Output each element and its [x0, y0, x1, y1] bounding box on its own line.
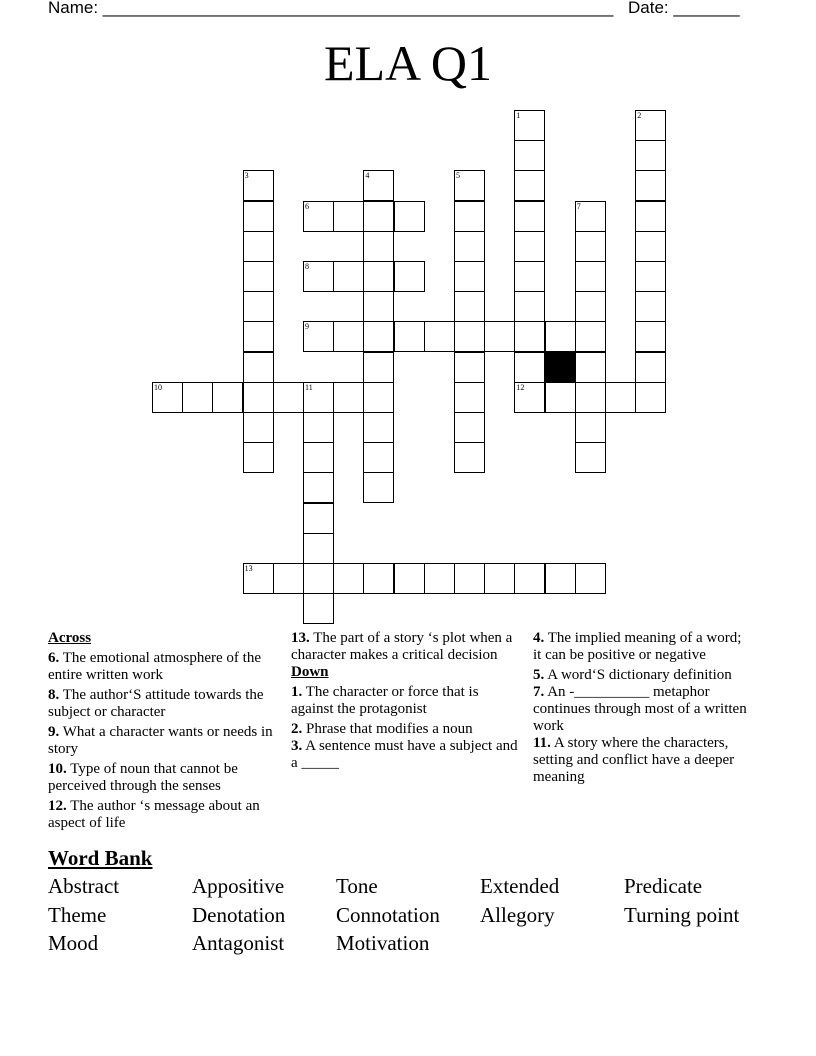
- crossword-cell[interactable]: [333, 201, 364, 232]
- clue-number: 12: [516, 382, 525, 392]
- word-bank-word: Allegory: [480, 903, 555, 927]
- crossword-cell[interactable]: [363, 321, 394, 352]
- crossword-cell[interactable]: [635, 201, 666, 232]
- crossword-cell[interactable]: [454, 442, 485, 473]
- crossword-cell[interactable]: [514, 261, 545, 292]
- word-bank-word: Appositive: [192, 874, 285, 898]
- clue-down-7: 7. An -__________ metaphor continues through most of a written work: [533, 684, 747, 734]
- clues-column-3: [533, 630, 748, 789]
- word-bank-word: Connotation: [336, 903, 440, 927]
- crossword-cell[interactable]: [394, 201, 425, 232]
- crossword-cell[interactable]: [243, 442, 274, 473]
- clue-number: 10: [154, 382, 162, 392]
- word-bank-word: Predicate: [624, 874, 703, 898]
- clue-number: 1: [516, 111, 521, 120]
- crossword-cell[interactable]: [635, 352, 666, 383]
- clue-across-12: 12. The author ‘s message about an aspect of life: [48, 798, 260, 831]
- clue-across-13: 13. The part of a story ‘s plot when a character makes a critical decision: [291, 630, 513, 663]
- clue-down-2: 2. Phrase that modifies a noun: [291, 721, 473, 737]
- crossword-cell[interactable]: [243, 291, 274, 322]
- crossword-cell[interactable]: [243, 231, 274, 262]
- crossword-cell[interactable]: [152, 382, 183, 413]
- word-bank-word: Tone: [336, 874, 378, 898]
- crossword-cell[interactable]: [243, 382, 274, 413]
- crossword-cell[interactable]: [394, 321, 425, 352]
- clue-number: 11: [305, 382, 313, 392]
- crossword-cell[interactable]: [635, 321, 666, 352]
- crossword-cell[interactable]: [303, 593, 334, 624]
- crossword-cell[interactable]: [514, 291, 545, 322]
- clue-number: 3: [244, 171, 249, 181]
- crossword-cell[interactable]: [514, 382, 545, 413]
- clue-down-11: 11. A story where the characters, setting and conflict have a deeper meaning: [533, 735, 735, 785]
- crossword-cell[interactable]: [514, 140, 545, 171]
- crossword-cell[interactable]: [303, 533, 334, 564]
- crossword-cell[interactable]: [212, 382, 243, 413]
- clue-down-5: 5. A word‘S dictionary definition: [533, 667, 732, 683]
- crossword-cell[interactable]: [575, 201, 606, 232]
- crossword-cell[interactable]: [303, 472, 334, 503]
- crossword-cell[interactable]: [635, 110, 666, 141]
- word-bank-word: Theme: [48, 903, 107, 927]
- crossword-cell[interactable]: [635, 261, 666, 292]
- clue-across-6: 6. The emotional atmosphere of the entire written work: [48, 650, 262, 683]
- down-heading: Down: [291, 664, 329, 680]
- crossword-cell[interactable]: [575, 291, 606, 322]
- crossword-cell[interactable]: [484, 321, 515, 352]
- crossword-cell[interactable]: [454, 382, 485, 413]
- crossword-cell[interactable]: [454, 563, 485, 594]
- crossword-cell[interactable]: [243, 321, 274, 352]
- crossword-cell[interactable]: [454, 412, 485, 443]
- crossword-cell[interactable]: [333, 261, 364, 292]
- clue-across-8: 8. The author‘S attitude towards the subject or character: [48, 687, 264, 720]
- crossword-cell[interactable]: [363, 382, 394, 413]
- crossword-cell[interactable]: [243, 563, 274, 594]
- word-bank-word: Mood: [48, 931, 99, 955]
- crossword-cell[interactable]: [303, 382, 334, 413]
- crossword-cell[interactable]: [484, 563, 515, 594]
- crossword-cell[interactable]: [575, 382, 606, 413]
- crossword-cell[interactable]: [635, 382, 666, 413]
- clue-down-1: 1. The character or force that is against the protagonist: [291, 684, 479, 717]
- clue-across-10: 10. Type of noun that cannot be perceived through the senses: [48, 761, 238, 794]
- crossword-cell[interactable]: [273, 382, 304, 413]
- clue-number: 4: [365, 171, 370, 181]
- word-bank-word: Motivation: [336, 931, 430, 955]
- clue-down-4: 4. The implied meaning of a word; it can be positive or negative: [533, 630, 742, 663]
- crossword-cell[interactable]: [454, 201, 485, 232]
- crossword-cell[interactable]: [545, 321, 576, 352]
- word-bank-title: Word Bank: [48, 846, 153, 870]
- crossword-cell[interactable]: [575, 261, 606, 292]
- crossword-cell[interactable]: [363, 472, 394, 503]
- crossword-cell[interactable]: [514, 352, 545, 383]
- crossword-cell[interactable]: [514, 110, 545, 141]
- crossword-cell[interactable]: [363, 352, 394, 383]
- crossword-cell[interactable]: [635, 291, 666, 322]
- across-heading: Across: [48, 630, 92, 646]
- crossword-cell[interactable]: [363, 261, 394, 292]
- crossword-cell[interactable]: [303, 412, 334, 443]
- crossword-cell[interactable]: [454, 352, 485, 383]
- clue-number: 2: [637, 111, 642, 120]
- clue-across-9: 9. What a character wants or needs in story: [48, 724, 273, 757]
- crossword-cell[interactable]: [243, 170, 274, 201]
- crossword-cell[interactable]: [605, 382, 636, 413]
- crossword-cell[interactable]: [454, 291, 485, 322]
- crossword-cell[interactable]: [243, 201, 274, 232]
- crossword-cell[interactable]: [363, 291, 394, 322]
- crossword-cell[interactable]: [635, 231, 666, 262]
- crossword-cell[interactable]: [575, 412, 606, 443]
- crossword-cell[interactable]: [424, 563, 455, 594]
- crossword-cell[interactable]: [545, 382, 576, 413]
- crossword-cell[interactable]: [363, 442, 394, 473]
- word-bank-word: Turning point: [624, 903, 740, 927]
- word-bank-word: Antagonist: [192, 931, 285, 955]
- page-title: ELA Q1: [323, 35, 493, 91]
- crossword-cell[interactable]: [273, 563, 304, 594]
- crossword-cell[interactable]: [514, 563, 545, 594]
- crossword-cell[interactable]: [635, 140, 666, 171]
- crossword-cell[interactable]: [303, 201, 334, 232]
- clues-column-1: [48, 630, 273, 835]
- crossword-cell[interactable]: [514, 170, 545, 201]
- crossword-cell[interactable]: [575, 321, 606, 352]
- crossword-cell[interactable]: [303, 563, 334, 594]
- word-bank-word: Extended: [480, 874, 560, 898]
- clue-down-3: 3. A sentence must have a subject and a _____: [291, 738, 518, 771]
- crossword-cell[interactable]: [575, 563, 606, 594]
- clues-column-2: [291, 630, 523, 775]
- crossword-cell[interactable]: [303, 442, 334, 473]
- black-square: [545, 352, 576, 383]
- clue-number: 5: [456, 171, 460, 181]
- word-bank-word: Abstract: [48, 874, 120, 898]
- crossword-cell[interactable]: [303, 321, 334, 352]
- crossword-cell[interactable]: [243, 412, 274, 443]
- crossword-cell[interactable]: [575, 231, 606, 262]
- clue-number: 9: [305, 322, 309, 332]
- crossword-cell[interactable]: [333, 321, 364, 352]
- clue-number: 8: [305, 262, 309, 271]
- crossword-cell[interactable]: [363, 231, 394, 262]
- crossword-cell[interactable]: [333, 382, 364, 413]
- crossword-cell[interactable]: [182, 382, 213, 413]
- word-bank-word: Denotation: [192, 903, 286, 927]
- crossword-cell[interactable]: [333, 563, 364, 594]
- crossword-cell[interactable]: [363, 170, 394, 201]
- crossword-cell[interactable]: [454, 321, 485, 352]
- clue-number: 7: [576, 201, 581, 211]
- crossword-cell[interactable]: [363, 412, 394, 443]
- crossword-cell[interactable]: [454, 231, 485, 262]
- crossword-cell[interactable]: [514, 321, 545, 352]
- crossword-cell[interactable]: [243, 352, 274, 383]
- name-label: Name: ______________________________________________________: [48, 0, 614, 17]
- crossword-cell[interactable]: [635, 170, 666, 201]
- crossword-cell[interactable]: [394, 563, 425, 594]
- crossword-cell[interactable]: [575, 442, 606, 473]
- crossword-cell[interactable]: [394, 261, 425, 292]
- crossword-cell[interactable]: [424, 321, 455, 352]
- crossword-cell[interactable]: [363, 201, 394, 232]
- crossword-cell[interactable]: [243, 261, 274, 292]
- crossword-cell[interactable]: [575, 352, 606, 383]
- clue-number: 6: [305, 201, 309, 211]
- crossword-cell[interactable]: [303, 261, 334, 292]
- crossword-cell[interactable]: [454, 261, 485, 292]
- crossword-cell[interactable]: [454, 170, 485, 201]
- clue-number: 13: [244, 564, 253, 573]
- date-label: Date: _______: [628, 0, 740, 17]
- crossword-cell[interactable]: [303, 503, 334, 534]
- crossword-cell[interactable]: [514, 201, 545, 232]
- crossword-cell[interactable]: [363, 563, 394, 594]
- crossword-cell[interactable]: [514, 231, 545, 262]
- crossword-cell[interactable]: [545, 563, 576, 594]
